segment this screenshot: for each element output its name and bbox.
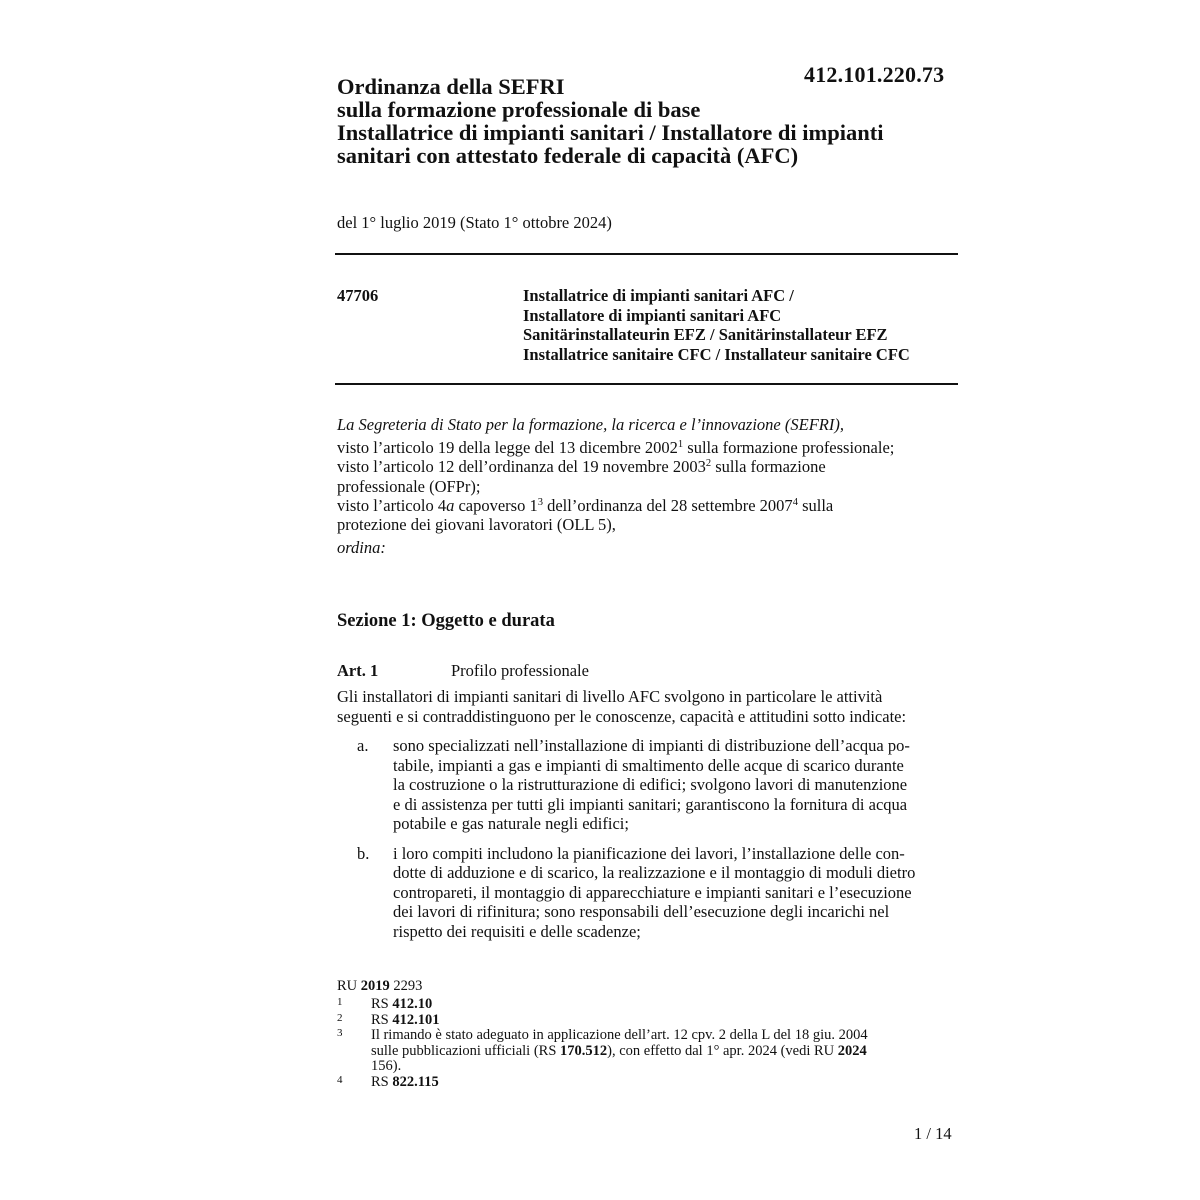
document-title (337, 75, 977, 167)
footnote-ref[interactable]: 3 (537, 496, 543, 508)
list-item: b. i loro compiti includono la pianificazione dei lavori, l’installazione delle con- dotte di adduzione e di scarico, la realizzazione e il montaggio di moduli dietro contropareti, il montaggio di apparecchiature e impianti sanitari e l’esecuzione dei lavori di rifinitura; sono responsabili dell’esecuzione degli incarichi nel rispetto dei requisiti e delle scadenze; (357, 843, 916, 941)
profession-names (523, 286, 910, 364)
title-line: Installatrice di impianti sanitari / Installatore di impianti (337, 120, 884, 145)
article-body (337, 687, 955, 941)
title-line: sulla formazione professionale di base (337, 97, 701, 122)
footnote: 3 Il rimando è stato adeguato in applicazione dell’art. 12 cpv. 2 della L del 18 giu. 2004 sulle pubblicazioni ufficiali (RS 170.512), con effetto dal 1° apr. 2024 (vedi RU 2024 156). (337, 1027, 868, 1074)
list-marker: a. (357, 736, 369, 755)
footnote-ref[interactable]: 2 (705, 458, 712, 470)
profession-code: 47706 (337, 286, 379, 305)
footnote-number: 1 (337, 996, 343, 1008)
profession-name: Sanitärinstallateurin EFZ / Sanitärinstallateur EFZ (523, 325, 888, 344)
article-title: Profilo professionale (451, 661, 589, 680)
profession-name: Installatrice sanitaire CFC / Installateur sanitaire CFC (523, 344, 910, 364)
list-marker: b. (357, 843, 370, 863)
divider (335, 253, 958, 255)
article-intro: Gli installatori di impianti sanitari di livello AFC svolgono in particolare le attività seguenti e si contraddistinguono per le conoscenze, capacità e attitudini sotto indicate: (337, 687, 907, 726)
footnote-number: 2 (337, 1011, 343, 1024)
preamble (337, 415, 959, 557)
footnote-ref[interactable]: 4 (792, 496, 798, 508)
list-item: a. sono specializzati nell’installazione di impianti di distribuzione dell’acqua po- tabile, impianti a gas e impianti di smaltimento delle acque di scarico durante la costruzione o la ristrutturazione di edifici; svolgono lavori di manutenzione e di assistenza per tutti gli impianti sanitari; garantiscono la fornitura di acqua potabile e gas naturale negli edifici; (357, 736, 910, 833)
footnote-number: 3 (337, 1027, 343, 1039)
footnote: 2 RS 412.101 (337, 1011, 440, 1028)
footnotes (337, 997, 957, 1090)
footnote-ref[interactable]: 1 (677, 439, 684, 451)
profession-name: Installatore di impianti sanitari AFC (523, 305, 782, 325)
title-line: Ordinanza della SEFRI (337, 74, 565, 99)
divider (335, 383, 958, 385)
title-line: sanitari con attestato federale di capacità (AFC) (337, 143, 799, 168)
page-number: 1 / 14 (914, 1124, 952, 1143)
section-title: Sezione 1: Oggetto e durata (337, 611, 555, 631)
article-heading (337, 661, 589, 681)
footnote: 4 RS 822.115 (337, 1073, 439, 1090)
sr-number: 412.101.220.73 (804, 62, 945, 87)
preamble-line: visto l’articolo 12 dell’ordinanza del 19 novembre 2003$^2$ sulla formazione (337, 457, 826, 477)
profession-name: Installatrice di impianti sanitari AFC / (523, 286, 794, 305)
preamble-intro: La Segreteria di Stato per la formazione, la ricerca e l’innovazione (SEFRI), (337, 415, 844, 434)
document-date: del 1° luglio 2019 (Stato 1° ottobre 2024) (337, 213, 612, 232)
footnote: 1 RS 412.10 (337, 996, 433, 1012)
footnote-number: 4 (337, 1073, 343, 1086)
ru-reference: RU 2019 2293 (337, 978, 423, 994)
preamble-line: visto l’articolo 4a capoverso $1^3$ dell’ordinanza del 28 settembre 2007$^4$ sulla (337, 495, 834, 515)
preamble-line: protezione dei giovani lavoratori (OLL 5), (337, 515, 616, 535)
preamble-ordina: ordina: (337, 538, 386, 558)
article-number: Art. 1 (337, 661, 379, 680)
preamble-line: professionale (OFPr); (337, 476, 481, 496)
preamble-line: visto l’articolo 19 della legge del 13 dicembre 2002$^1$ sulla formazione professionale; (337, 438, 895, 458)
